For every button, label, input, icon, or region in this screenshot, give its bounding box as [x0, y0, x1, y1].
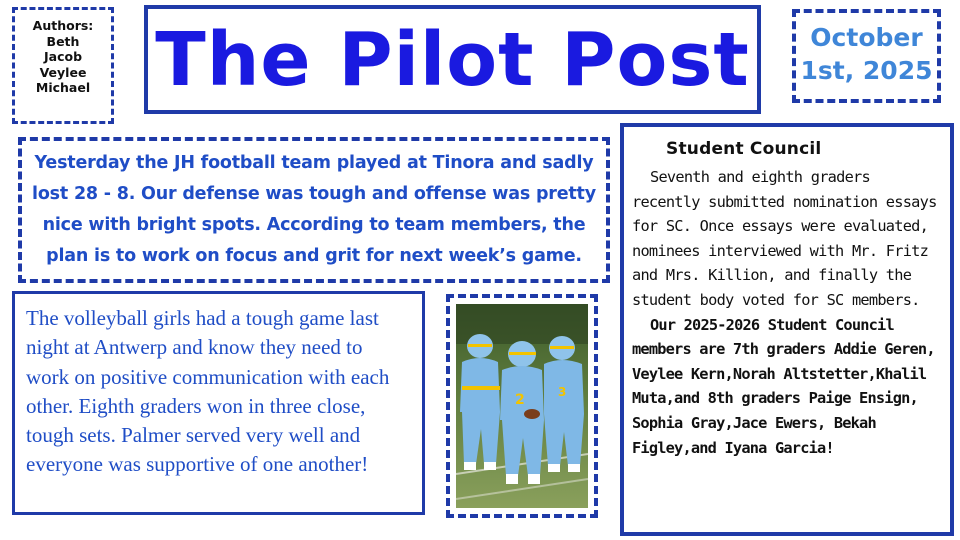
author-name: Jacob [43, 49, 83, 64]
newsletter-title: The Pilot Post [155, 16, 750, 103]
date-month: October [810, 23, 923, 52]
student-council-paragraph: Seventh and eighth graders recently submitted nomination essays for SC. Once essays were evaluated, nominees interviewed with Mr. Fritz and Mrs. Killion, and finally the student body voted for SC members. [632, 168, 937, 309]
student-council-members: Our 2025-2026 Student Council members are 7th graders Addie Geren, Veylee Kern,Norah Altstetter,Khalil Muta,and 8th graders Paige Ensign, Sophia Gray,Jace Ewers, Bekah Figley,and Iyana Garcia! [632, 315, 935, 457]
svg-text:3: 3 [558, 385, 567, 399]
author-name: Beth [46, 33, 80, 49]
photo-frame [446, 294, 598, 518]
volleyball-article [12, 291, 425, 515]
date-box [792, 9, 941, 103]
football-players-photo [456, 304, 588, 508]
authors-heading: Authors: [32, 18, 94, 33]
football-text: Yesterday the JH football team played at Tinora and sadly lost 28 - 8. Our defense was tough and offense was pretty nice with bright spots. According to team members, the plan is to work on focus and grit for next week’s game. [32, 153, 596, 266]
svg-text:2: 2 [515, 392, 525, 408]
football-article [18, 137, 610, 283]
masthead [144, 5, 761, 114]
student-council-heading: Student Council [666, 139, 822, 159]
author-name: Michael [35, 80, 91, 95]
student-council-article [620, 123, 954, 536]
authors-box [12, 7, 114, 124]
volleyball-text: The volleyball girls had a tough game last night at Antwerp and know they need to work on positive communication with each other. Eighth graders won in three close, tough sets. Palmer served very well and everyone was supportive of one another! [26, 306, 390, 477]
author-name: Veylee [39, 64, 87, 80]
date-day-year: 1st, 2025 [800, 56, 933, 85]
